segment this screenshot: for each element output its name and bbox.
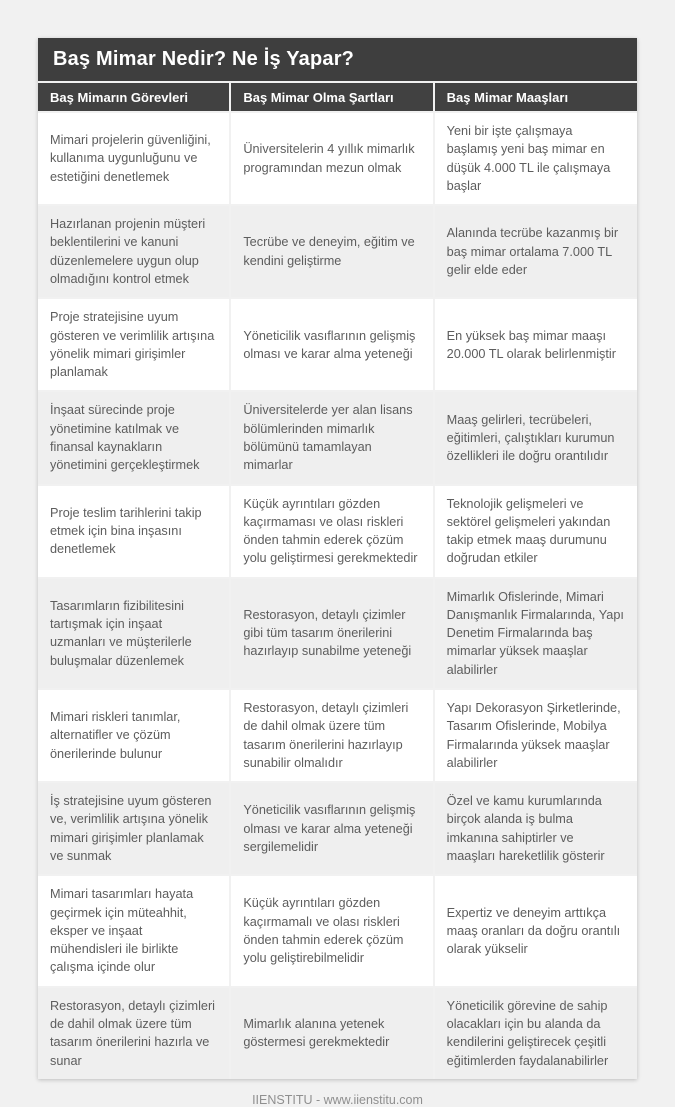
info-table — [38, 83, 637, 1079]
table-cell: Yöneticilik vasıflarının gelişmiş olması ve karar alma yeteneği — [231, 299, 432, 390]
table-cell: Expertiz ve deneyim arttıkça maaş oranları da doğru orantılı olarak yükselir — [435, 876, 637, 985]
table-cell: Küçük ayrıntıları gözden kaçırmaması ve olası riskleri önden tahmin ederek çözüm yolu geliştirmesi gerekmektedir — [231, 486, 432, 577]
table-cell: Yapı Dekorasyon Şirketlerinde, Tasarım Ofislerinde, Mobilya Firmalarında yüksek maaşlar alabilirler — [435, 690, 637, 781]
table-cell: Alanında tecrübe kazanmış bir baş mimar ortalama 7.000 TL gelir elde eder — [435, 206, 637, 297]
table-cell: Mimarlık Ofislerinde, Mimari Danışmanlık Firmalarında, Yapı Denetim Firmalarında baş mimarlar yüksek maaşlar alabilirler — [435, 579, 637, 688]
table-cell: Teknolojik gelişmeleri ve sektörel gelişmeleri yakından takip etmek maaş durumunu doğrudan etkiler — [435, 486, 637, 577]
column-header-requirements: Baş Mimar Olma Şartları — [231, 83, 432, 111]
table-cell: Hazırlanan projenin müşteri beklentilerini ve kanuni düzenlemelere uygun olup olmadığını kontrol etmek — [38, 206, 229, 297]
table-cell: Restorasyon, detaylı çizimleri de dahil olmak üzere tüm tasarım önerilerini hazırlayıp sunabilir olmalıdır — [231, 690, 432, 781]
table-cell: Proje stratejisine uyum gösteren ve verimlilik artışına yönelik mimari girişimler planlamak — [38, 299, 229, 390]
info-sheet — [38, 0, 637, 1107]
table-cell: Proje teslim tarihlerini takip etmek için bina inşasını denetlemek — [38, 486, 229, 577]
page-title: Baş Mimar Nedir? Ne İş Yapar? — [38, 38, 637, 81]
table-cell: Tecrübe ve deneyim, eğitim ve kendini geliştirme — [231, 206, 432, 297]
table-cell: Mimari projelerin güvenliğini, kullanıma uygunluğunu ve estetiğini denetlemek — [38, 113, 229, 204]
info-table-card — [38, 38, 637, 1079]
table-cell: Tasarımların fizibilitesini tartışmak için inşaat uzmanları ve müşterilerle buluşmalar düzenlemek — [38, 579, 229, 688]
table-cell: Özel ve kamu kurumlarında birçok alanda iş bulma imkanına sahiptirler ve maaşları hareketlilik gösterir — [435, 783, 637, 874]
table-cell: İş stratejisine uyum gösteren ve, verimlilik artışına yönelik mimari girişimler planlamak ve sunmak — [38, 783, 229, 874]
table-cell: Küçük ayrıntıları gözden kaçırmamalı ve olası riskleri önden tahmin ederek çözüm yolu geliştirebilmelidir — [231, 876, 432, 985]
column-header-duties: Baş Mimarın Görevleri — [38, 83, 229, 111]
table-cell: Restorasyon, detaylı çizimleri de dahil olmak üzere tüm tasarım önerilerini hazırla ve sunar — [38, 988, 229, 1079]
table-cell: Yöneticilik vasıflarının gelişmiş olması ve karar alma yeteneği sergilemelidir — [231, 783, 432, 874]
table-cell: En yüksek baş mimar maaşı 20.000 TL olarak belirlenmiştir — [435, 299, 637, 390]
table-cell: İnşaat sürecinde proje yönetimine katılmak ve finansal kaynakların yönetimini gerçekleştirmek — [38, 392, 229, 483]
table-cell: Üniversitelerin 4 yıllık mimarlık programından mezun olmak — [231, 113, 432, 204]
table-cell: Üniversitelerde yer alan lisans bölümlerinden mimarlık bölümünü tamamlayan mimarlar — [231, 392, 432, 483]
table-cell: Mimarlık alanına yetenek göstermesi gerekmektedir — [231, 988, 432, 1079]
table-cell: Yeni bir işte çalışmaya başlamış yeni baş mimar en düşük 4.000 TL ile çalışmaya başlar — [435, 113, 637, 204]
table-cell: Mimari riskleri tanımlar, alternatifler ve çözüm önerilerinde bulunur — [38, 690, 229, 781]
footer-credit: IIENSTITU - www.iienstitu.com — [252, 1092, 423, 1107]
table-cell: Mimari tasarımları hayata geçirmek için müteahhit, eksper ve inşaat mühendisleri ile birlikte çalışma içinde olur — [38, 876, 229, 985]
table-cell: Yöneticilik görevine de sahip olacakları için bu alanda da kendilerini geliştirecek çeşitli eğitimlerden faydalanabilirler — [435, 988, 637, 1079]
table-cell: Restorasyon, detaylı çizimler gibi tüm tasarım önerilerini hazırlayıp sunabilme yeteneği — [231, 579, 432, 688]
column-header-salaries: Baş Mimar Maaşları — [435, 83, 637, 111]
table-cell: Maaş gelirleri, tecrübeleri, eğitimleri, çalıştıkları kurumun özellikleri ile doğru orantılıdır — [435, 392, 637, 483]
